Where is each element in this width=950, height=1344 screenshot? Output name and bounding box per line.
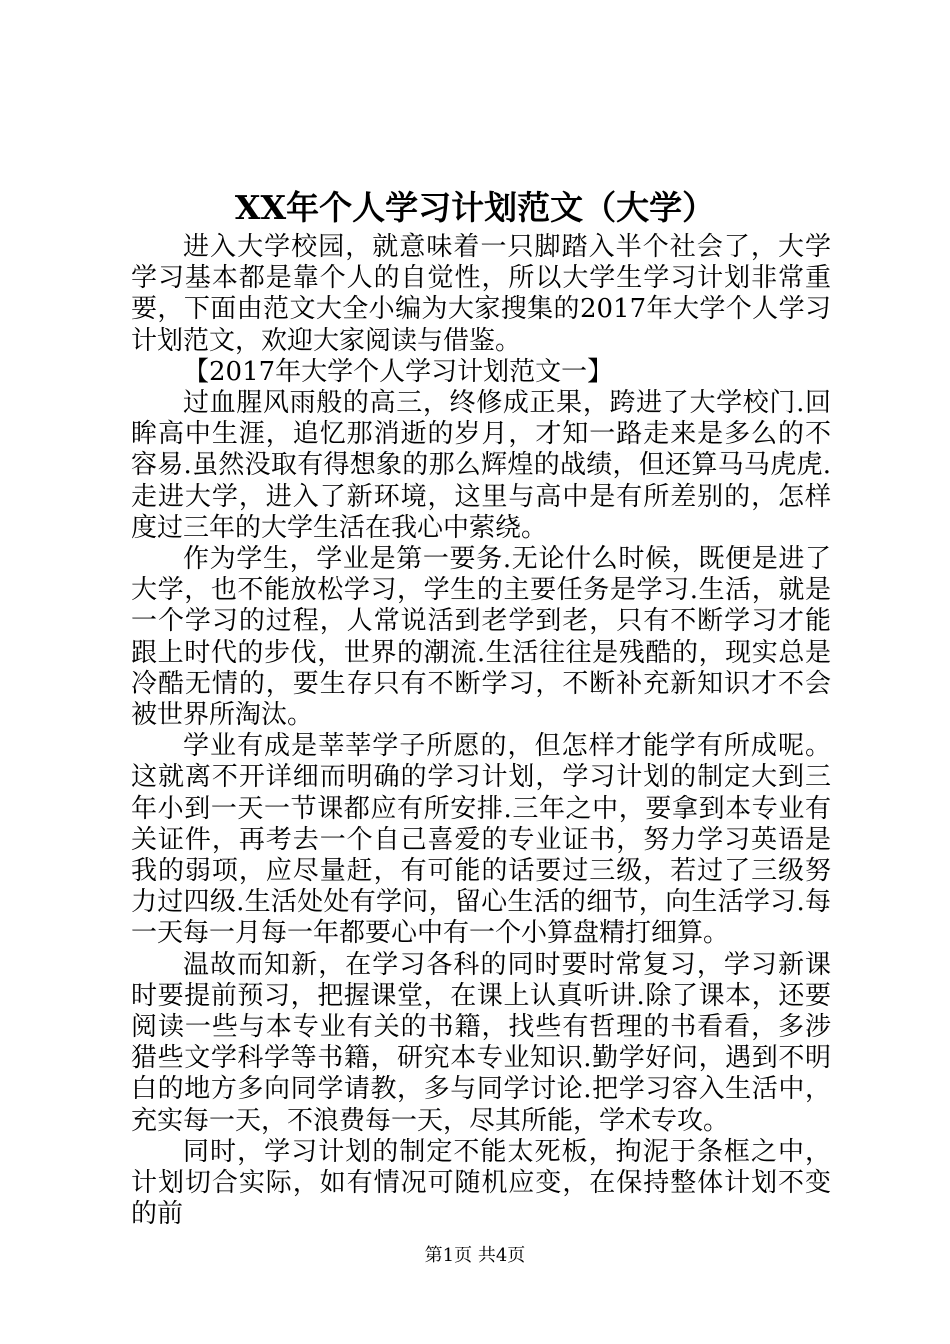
paragraph-body-4: 温故而知新，在学习各科的同时要时常复习，学习新课时要提前预习，把握课堂，在课上认真听讲.除了课本，还要阅读一些与本专业有关的书籍，找些有哲理的书看看，多涉猎些文学科学等书籍，研究本专业知识.勤学好问，遇到不明白的地方多向同学请教，多与同学讨论.把学习容入生活中，充实每一天，不浪费每一天，尽其所能，学术专攻。 bbox=[131, 949, 831, 1136]
document-body bbox=[131, 232, 831, 1231]
paragraph-body-2: 作为学生，学业是第一要务.无论什么时候，既便是进了大学，也不能放松学习，学生的主要任务是学习.生活，就是一个学习的过程，人常说活到老学到老，只有不断学习才能跟上时代的步伐，世界的潮流.生活往往是残酷的，现实总是冷酷无情的，要生存只有不断学习，不断补充新知识才不会被世界所淘汰。 bbox=[131, 544, 831, 731]
paragraph-section-heading: 【2017年大学个人学习计划范文一】 bbox=[183, 356, 614, 387]
paragraph-body-3: 学业有成是莘莘学子所愿的，但怎样才能学有所成呢。这就离不开详细而明确的学习计划，学习计划的制定大到三年小到一天一节课都应有所安排.三年之中，要拿到本专业有关证件，再考去一个自己喜爱的专业证书，努力学习英语是我的弱项，应尽量赶，有可能的话要过三级，若过了三级努力过四级.生活处处有学问，留心生活的细节，向生活学习.每一天每一月每一年都要心中有一个小算盘精打细算。 bbox=[131, 731, 831, 949]
page-number-footer: 第1页 共4页 bbox=[424, 1245, 526, 1266]
paragraph-body-5: 同时，学习计划的制定不能太死板，拘泥于条框之中，计划切合实际，如有情况可随机应变，在保持整体计划不变的前 bbox=[131, 1136, 831, 1230]
paragraph-body-1: 过血腥风雨般的高三，终修成正果，跨进了大学校门.回眸高中生涯，追忆那消逝的岁月，才知一路走来是多么的不容易.虽然没取有得想象的那么辉煌的战绩，但还算马马虎虎.走进大学，进入了新环境，这里与高中是有所差别的，怎样度过三年的大学生活在我心中萦绕。 bbox=[131, 388, 831, 543]
document-title: XX年个人学习计划范文（大学） bbox=[234, 188, 716, 227]
paragraph-intro: 进入大学校园，就意味着一只脚踏入半个社会了，大学学习基本都是靠个人的自觉性，所以大学生学习计划非常重要，下面由范文大全小编为大家搜集的2017年大学个人学习计划范文，欢迎大家阅读与借鉴。 bbox=[131, 232, 831, 356]
